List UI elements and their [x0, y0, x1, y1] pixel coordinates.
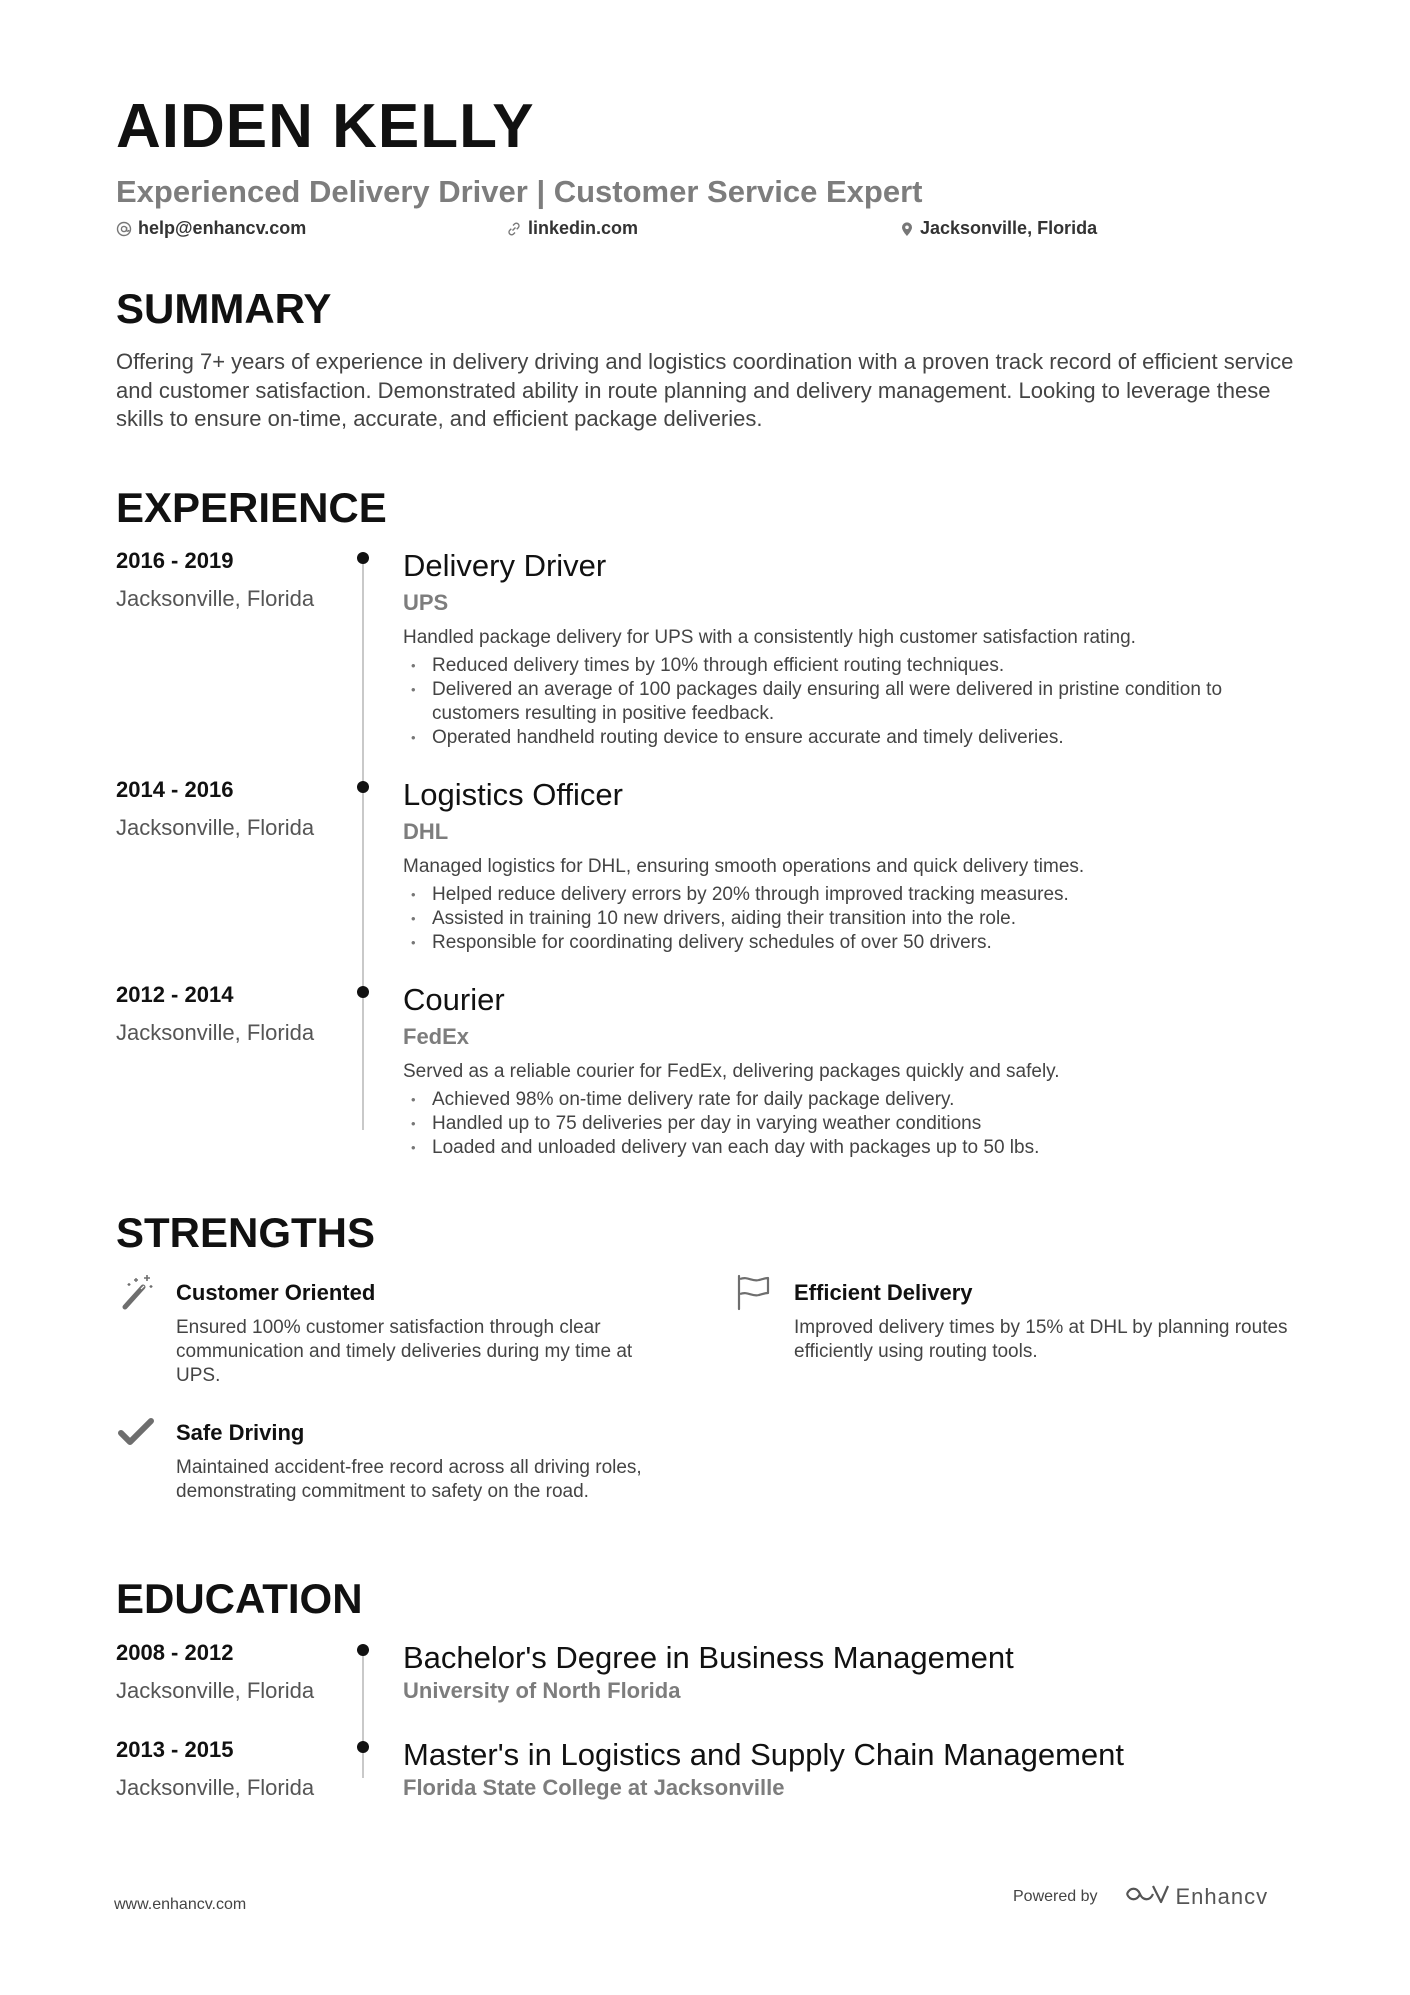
website-text: linkedin.com	[528, 218, 639, 238]
footer-website[interactable]: www.enhancv.com	[114, 1896, 247, 1913]
email-text: help@enhancv.com	[138, 218, 307, 238]
company-name: DHL	[403, 818, 449, 844]
achievement-item: • Operated handheld routing device to ensure accurate and timely deliveries.	[403, 726, 1303, 750]
timeline-dot	[357, 781, 369, 793]
experience-timeline	[362, 556, 364, 1130]
contact-bar	[116, 218, 1316, 242]
education-dates: 2008 - 2012	[116, 1640, 234, 1665]
achievement-item: • Reduced delivery times by 10% through efficient routing techniques.	[403, 654, 1303, 678]
strengths-heading: STRENGTHS	[116, 1209, 376, 1256]
education-location: Jacksonville, Florida	[116, 1775, 315, 1800]
timeline-dot	[357, 1741, 369, 1753]
experience-location: Jacksonville, Florida	[116, 1020, 315, 1045]
experience-dates: 2012 - 2014	[116, 982, 234, 1007]
achievement-item: • Handled up to 75 deliveries per day in varying weather conditions	[403, 1112, 1303, 1136]
contact-website[interactable]	[506, 218, 638, 239]
strength-title: Efficient Delivery	[794, 1280, 973, 1305]
experience-body	[403, 982, 1303, 1160]
enhancv-logo-icon	[1124, 1882, 1170, 1911]
contact-email[interactable]	[116, 218, 306, 239]
job-description: Served as a reliable courier for FedEx, delivering packages quickly and safely.	[403, 1060, 1060, 1082]
map-pin-icon	[900, 221, 914, 237]
candidate-name: AIDEN KELLY	[116, 92, 535, 161]
job-title: Delivery Driver	[403, 548, 607, 583]
timeline-dot	[357, 1644, 369, 1656]
achievement-list	[403, 1088, 1303, 1160]
achievement-item: • Loaded and unloaded delivery van each day with packages up to 50 lbs.	[403, 1136, 1303, 1160]
summary-text: Offering 7+ years of experience in delivery driving and logistics coordination with a proven track record of efficient service and customer satisfaction. Demonstrated ability in route planning and delivery management. Looking to leverage these skills to ensure on-time, accurate, and efficient package deliveries.	[116, 349, 1294, 431]
achievement-item: • Responsible for coordinating delivery schedules of over 50 drivers.	[403, 931, 1303, 955]
job-title: Courier	[403, 982, 505, 1017]
strength-description: Ensured 100% customer satisfaction through clear communication and timely deliveries during my time at UPS.	[176, 1317, 633, 1386]
strength-title: Safe Driving	[176, 1420, 305, 1445]
achievement-item: • Assisted in training 10 new drivers, aiding their transition into the role.	[403, 907, 1303, 931]
job-title: Logistics Officer	[403, 777, 623, 812]
experience-body	[403, 777, 1303, 955]
magic-wand-icon	[116, 1272, 156, 1312]
experience-location: Jacksonville, Florida	[116, 586, 315, 611]
experience-body	[403, 548, 1303, 750]
strength-description: Maintained accident-free record across all driving roles, demonstrating commitment to safety on the road.	[176, 1457, 642, 1502]
strength-description: Improved delivery times by 15% at DHL by planning routes efficiently using routing tools.	[794, 1317, 1288, 1362]
brand-name: Enhancv	[1175, 1883, 1269, 1909]
achievement-item: • Achieved 98% on-time delivery rate for daily package delivery.	[403, 1088, 1303, 1112]
link-icon	[506, 221, 522, 237]
degree-title: Bachelor's Degree in Business Management	[403, 1640, 1014, 1675]
flag-icon	[734, 1272, 774, 1312]
education-body	[403, 1737, 1303, 1801]
experience-dates: 2016 - 2019	[116, 548, 234, 573]
education-heading: EDUCATION	[116, 1575, 363, 1622]
achievement-list	[403, 883, 1303, 955]
at-sign-icon	[116, 221, 132, 237]
timeline-dot	[357, 552, 369, 564]
achievement-item: • Helped reduce delivery errors by 20% through improved tracking measures.	[403, 883, 1303, 907]
degree-title: Master's in Logistics and Supply Chain Management	[403, 1737, 1125, 1772]
education-dates: 2013 - 2015	[116, 1737, 234, 1762]
school-name: University of North Florida	[403, 1677, 681, 1703]
experience-dates: 2014 - 2016	[116, 777, 234, 802]
job-description: Managed logistics for DHL, ensuring smooth operations and quick delivery times.	[403, 855, 1085, 877]
school-name: Florida State College at Jacksonville	[403, 1774, 785, 1800]
powered-by-text: Powered by	[1013, 1887, 1098, 1905]
job-description: Handled package delivery for UPS with a consistently high customer satisfaction rating.	[403, 626, 1136, 648]
footer-branding	[1013, 1882, 1268, 1911]
education-body	[403, 1640, 1303, 1704]
checkmark-icon	[116, 1412, 156, 1452]
company-name: FedEx	[403, 1023, 470, 1049]
experience-heading: EXPERIENCE	[116, 484, 387, 531]
education-timeline	[362, 1648, 364, 1778]
company-name: UPS	[403, 589, 449, 615]
achievement-list	[403, 654, 1303, 750]
strength-title: Customer Oriented	[176, 1280, 376, 1305]
summary-heading: SUMMARY	[116, 285, 332, 332]
education-location: Jacksonville, Florida	[116, 1678, 315, 1703]
timeline-dot	[357, 986, 369, 998]
candidate-headline: Experienced Delivery Driver | Customer Service Expert	[116, 174, 923, 209]
achievement-item: • Delivered an average of 100 packages daily ensuring all were delivered in pristine condition to customers resulting in positive feedback.	[403, 678, 1303, 726]
contact-location	[900, 218, 1097, 239]
location-text: Jacksonville, Florida	[920, 218, 1098, 238]
experience-location: Jacksonville, Florida	[116, 815, 315, 840]
